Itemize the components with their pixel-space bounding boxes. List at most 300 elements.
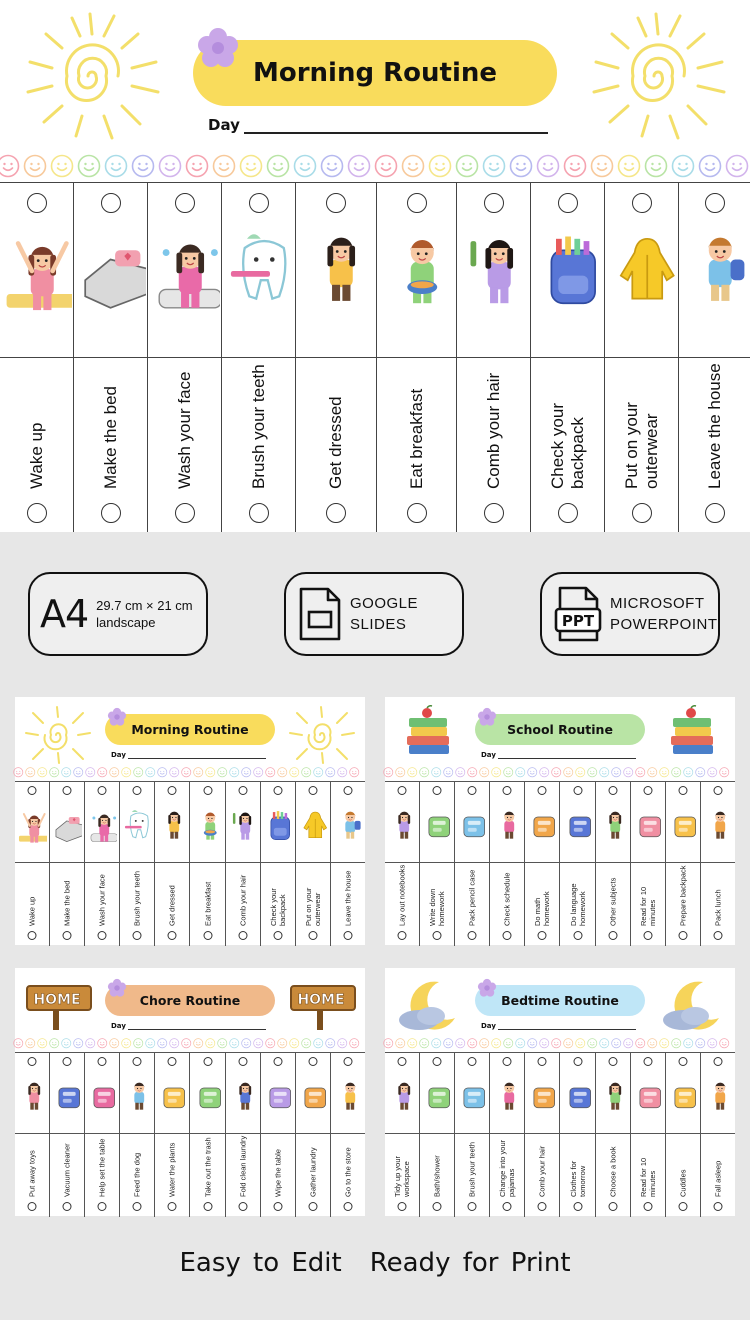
task-checkbox[interactable] — [468, 1202, 477, 1211]
smiley-icon — [169, 1038, 180, 1049]
smiley-icon — [635, 1038, 646, 1049]
thumbnail-bedtime-routine — [385, 968, 735, 1216]
task-illustration-icon — [193, 1077, 223, 1115]
task-checkbox[interactable] — [28, 931, 37, 940]
task-label: Tidy up your workspace — [393, 1156, 412, 1197]
smiley-icon — [145, 1038, 156, 1049]
task-column — [457, 183, 531, 533]
smiley-icon — [455, 1038, 466, 1049]
task-column — [190, 1053, 225, 1217]
smiley-icon — [467, 1038, 478, 1049]
task-checkbox[interactable] — [168, 1057, 177, 1066]
task-checkbox[interactable] — [503, 786, 512, 795]
task-checkbox[interactable] — [203, 931, 212, 940]
task-label: Go to the store — [343, 1147, 353, 1197]
waking-girl-icon — [2, 225, 72, 313]
backpack-icon — [263, 806, 293, 844]
smiley-icon — [443, 767, 454, 778]
task-checkbox[interactable] — [608, 786, 617, 795]
task-label: Bath/shower — [432, 1155, 442, 1197]
task-column — [455, 1053, 490, 1217]
task-label: Leave the house — [343, 870, 353, 926]
smiley-icon — [455, 767, 466, 778]
smiley-icon — [719, 767, 730, 778]
task-column — [377, 183, 457, 533]
task-checkbox[interactable] — [28, 1202, 37, 1211]
task-column — [15, 782, 50, 946]
task-checkbox[interactable] — [326, 193, 346, 213]
task-checkbox[interactable] — [433, 1202, 442, 1211]
smiley-icon — [50, 154, 74, 178]
thumbnail-title: Chore Routine — [105, 985, 275, 1016]
smiley-icon — [599, 767, 610, 778]
sun-icon — [23, 705, 93, 765]
task-label: Fold clean laundry — [238, 1135, 248, 1197]
task-checkbox[interactable] — [608, 1202, 617, 1211]
task-column — [490, 782, 525, 946]
task-label: Get dressed — [167, 885, 177, 926]
smiley-icon — [289, 1038, 300, 1049]
task-label: Get dressed — [326, 396, 345, 489]
task-checkbox[interactable] — [468, 931, 477, 940]
task-checkbox[interactable] — [168, 786, 177, 795]
smiley-icon — [515, 767, 526, 778]
smiley-icon — [301, 767, 312, 778]
task-checkbox[interactable] — [273, 786, 282, 795]
smiley-icon — [539, 1038, 550, 1049]
task-checkbox[interactable] — [343, 1057, 352, 1066]
task-label: Do math homework — [533, 891, 552, 926]
task-checkbox[interactable] — [98, 786, 107, 795]
day-field — [111, 751, 266, 759]
task-checkbox[interactable] — [63, 931, 72, 940]
task-checkbox[interactable] — [343, 786, 352, 795]
task-illustration-icon — [122, 1077, 152, 1115]
task-checkbox[interactable] — [98, 931, 107, 940]
smiley-icon — [193, 767, 204, 778]
smiley-icon — [205, 1038, 216, 1049]
task-label: Other subjects — [608, 877, 618, 926]
google-line1: GOOGLE — [350, 595, 419, 612]
task-checkbox[interactable] — [643, 786, 652, 795]
task-illustration-icon — [633, 1077, 663, 1115]
task-checkbox[interactable] — [433, 1057, 442, 1066]
task-checkbox[interactable] — [308, 1202, 317, 1211]
smiley-icon — [313, 1038, 324, 1049]
task-checkbox[interactable] — [308, 786, 317, 795]
smiley-icon — [719, 1038, 730, 1049]
task-checkbox[interactable] — [249, 503, 269, 523]
smiley-icon — [503, 767, 514, 778]
task-column — [385, 1053, 420, 1217]
tooth-icon — [224, 225, 294, 313]
task-column — [15, 1053, 50, 1217]
task-checkbox[interactable] — [573, 786, 582, 795]
task-checkbox[interactable] — [175, 193, 195, 213]
smiley-border — [13, 767, 360, 778]
task-column — [155, 782, 190, 946]
day-field — [208, 116, 548, 134]
day-field — [481, 1022, 636, 1030]
task-label: Pack pencil case — [467, 869, 477, 926]
task-column — [560, 782, 595, 946]
task-checkbox[interactable] — [398, 1057, 407, 1066]
smiley-icon — [428, 154, 452, 178]
smiley-icon — [293, 154, 317, 178]
task-checkbox[interactable] — [503, 1057, 512, 1066]
task-columns — [385, 781, 735, 945]
task-checkbox[interactable] — [632, 503, 652, 523]
task-column — [525, 782, 560, 946]
task-column — [155, 1053, 190, 1217]
flower-icon — [477, 978, 497, 998]
task-label: Put on your outerwear — [621, 402, 661, 489]
task-checkbox[interactable] — [238, 1202, 247, 1211]
task-checkbox[interactable] — [308, 931, 317, 940]
smiley-icon — [647, 1038, 658, 1049]
task-checkbox[interactable] — [433, 786, 442, 795]
home-sign-icon — [23, 976, 93, 1036]
task-checkbox[interactable] — [713, 931, 722, 940]
task-column — [120, 782, 155, 946]
task-checkbox[interactable] — [503, 1202, 512, 1211]
task-illustration-icon — [527, 806, 557, 844]
task-checkbox[interactable] — [27, 193, 47, 213]
task-illustration-icon — [422, 806, 452, 844]
task-checkbox[interactable] — [398, 931, 407, 940]
smiley-icon — [325, 767, 336, 778]
task-checkbox[interactable] — [643, 1057, 652, 1066]
task-checkbox[interactable] — [678, 931, 687, 940]
tooth-icon — [122, 806, 152, 844]
smiley-icon — [671, 1038, 682, 1049]
smiley-icon — [349, 1038, 360, 1049]
smiley-icon — [419, 1038, 430, 1049]
backpack-icon — [533, 225, 603, 313]
smiley-icon — [0, 154, 20, 178]
task-checkbox[interactable] — [678, 1202, 687, 1211]
smiley-icon — [659, 1038, 670, 1049]
task-label: Gather laundry — [308, 1147, 318, 1197]
task-checkbox[interactable] — [28, 786, 37, 795]
task-label: Take out the trash — [203, 1137, 213, 1197]
task-checkbox[interactable] — [98, 1202, 107, 1211]
thumbnail-title: Bedtime Routine — [475, 985, 645, 1016]
task-checkbox[interactable] — [63, 1057, 72, 1066]
day-label: Day — [481, 1022, 496, 1030]
ppt-line1: MICROSOFT — [610, 595, 705, 612]
task-checkbox[interactable] — [101, 193, 121, 213]
task-illustration-icon — [457, 806, 487, 844]
task-illustration-icon — [333, 1077, 363, 1115]
smiley-icon — [479, 1038, 490, 1049]
task-checkbox[interactable] — [326, 503, 346, 523]
task-columns — [385, 1052, 735, 1216]
smiley-icon — [347, 154, 371, 178]
task-label: Clothes for tomorrow — [568, 1160, 587, 1197]
thumbnail-title: School Routine — [475, 714, 645, 745]
task-checkbox[interactable] — [433, 931, 442, 940]
task-column — [490, 1053, 525, 1217]
smiley-border — [13, 1038, 360, 1049]
task-checkbox[interactable] — [343, 931, 352, 940]
smiley-icon — [289, 767, 300, 778]
day-field — [481, 751, 636, 759]
task-checkbox[interactable] — [238, 1057, 247, 1066]
task-checkbox[interactable] — [678, 1057, 687, 1066]
smiley-icon — [193, 1038, 204, 1049]
task-checkbox[interactable] — [484, 503, 504, 523]
task-checkbox[interactable] — [203, 1202, 212, 1211]
smiley-icon — [97, 1038, 108, 1049]
task-checkbox[interactable] — [558, 193, 578, 213]
smiley-icon — [253, 767, 264, 778]
smiley-icon — [707, 767, 718, 778]
task-label: Wash your face — [97, 874, 107, 926]
google-line2: SLIDES — [350, 616, 407, 633]
task-checkbox[interactable] — [468, 1057, 477, 1066]
task-checkbox[interactable] — [101, 503, 121, 523]
task-label: Do language homework — [568, 883, 587, 926]
task-label: Cuddles — [678, 1169, 688, 1197]
smiley-icon — [575, 767, 586, 778]
task-column — [120, 1053, 155, 1217]
sun-icon — [22, 12, 162, 142]
task-illustration-icon — [387, 806, 417, 844]
task-checkbox[interactable] — [203, 786, 212, 795]
task-checkbox[interactable] — [573, 931, 582, 940]
day-label: Day — [111, 1022, 126, 1030]
task-checkbox[interactable] — [168, 1202, 177, 1211]
smiley-icon — [61, 767, 72, 778]
smiley-icon — [683, 767, 694, 778]
task-checkbox[interactable] — [705, 193, 725, 213]
task-checkbox[interactable] — [713, 1202, 722, 1211]
task-checkbox[interactable] — [238, 931, 247, 940]
smiley-icon — [539, 767, 550, 778]
task-column — [560, 1053, 595, 1217]
task-column — [701, 782, 735, 946]
task-checkbox[interactable] — [643, 931, 652, 940]
task-checkbox[interactable] — [608, 931, 617, 940]
smiley-icon — [431, 767, 442, 778]
smiley-icon — [37, 767, 48, 778]
task-checkbox[interactable] — [484, 193, 504, 213]
task-checkbox[interactable] — [133, 1202, 142, 1211]
smiley-icon — [37, 1038, 48, 1049]
task-checkbox[interactable] — [398, 786, 407, 795]
task-column — [701, 1053, 735, 1217]
smiley-icon — [527, 767, 538, 778]
task-column — [50, 782, 85, 946]
smiley-icon — [97, 767, 108, 778]
task-label: Brush your teeth — [248, 364, 268, 489]
task-checkbox[interactable] — [632, 193, 652, 213]
task-illustration-icon — [703, 806, 733, 844]
task-checkbox[interactable] — [63, 786, 72, 795]
smiley-icon — [482, 154, 506, 178]
smiley-icon — [266, 154, 290, 178]
task-illustration-icon — [492, 1077, 522, 1115]
task-label: Read for 10 minutes — [638, 886, 657, 926]
task-illustration-icon — [668, 1077, 698, 1115]
task-checkbox[interactable] — [538, 786, 547, 795]
task-checkbox[interactable] — [538, 931, 547, 940]
task-checkbox[interactable] — [98, 1057, 107, 1066]
task-illustration-icon — [228, 1077, 258, 1115]
day-label: Day — [481, 751, 496, 759]
smiley-icon — [325, 1038, 336, 1049]
task-checkbox[interactable] — [203, 1057, 212, 1066]
morning-routine-chart — [0, 0, 750, 532]
smiley-icon — [337, 767, 348, 778]
task-checkbox[interactable] — [503, 931, 512, 940]
task-label: Put on your outerwear — [303, 887, 322, 926]
task-label: Check your backpack — [268, 888, 287, 926]
task-column — [85, 1053, 120, 1217]
task-label: Lay out notebooks — [397, 864, 407, 926]
google-slides-icon — [298, 586, 342, 642]
task-column — [531, 183, 605, 533]
task-illustration-icon — [633, 806, 663, 844]
task-checkbox[interactable] — [573, 1057, 582, 1066]
task-label: Water the plants — [167, 1142, 177, 1197]
task-checkbox[interactable] — [538, 1202, 547, 1211]
task-checkbox[interactable] — [249, 193, 269, 213]
smiley-icon — [374, 154, 398, 178]
smiley-icon — [145, 767, 156, 778]
raincoat-icon — [607, 225, 677, 313]
task-label: Prepare backpack — [678, 865, 688, 926]
task-checkbox[interactable] — [713, 786, 722, 795]
task-checkbox[interactable] — [407, 193, 427, 213]
a4-label: A4 — [40, 592, 89, 636]
smiley-icon — [109, 767, 120, 778]
smiley-icon — [73, 767, 84, 778]
powerpoint-file-icon — [554, 585, 602, 643]
smiley-icon — [575, 1038, 586, 1049]
dressed-girl-icon — [157, 806, 187, 844]
smiley-icon — [265, 767, 276, 778]
task-checkbox[interactable] — [133, 1057, 142, 1066]
task-checkbox[interactable] — [713, 1057, 722, 1066]
smiley-icon — [551, 767, 562, 778]
smiley-icon — [169, 767, 180, 778]
task-label: Read for 10 minutes — [638, 1157, 657, 1197]
chart-title: Morning Routine — [193, 40, 557, 106]
task-checkbox[interactable] — [175, 503, 195, 523]
task-checkbox[interactable] — [308, 1057, 317, 1066]
smiley-icon — [25, 767, 36, 778]
smiley-icon — [73, 1038, 84, 1049]
task-label: Fall asleep — [713, 1160, 723, 1197]
google-slides-badge — [284, 572, 464, 656]
task-column — [85, 782, 120, 946]
task-column — [525, 1053, 560, 1217]
task-checkbox[interactable] — [468, 786, 477, 795]
day-label: Day — [208, 116, 240, 134]
bed-icon — [52, 806, 82, 844]
moon-icon — [393, 976, 463, 1036]
smiley-icon — [536, 154, 560, 178]
ppt-badge-text: PPT — [561, 612, 595, 630]
task-checkbox[interactable] — [398, 1202, 407, 1211]
task-checkbox[interactable] — [133, 786, 142, 795]
smiley-icon — [671, 767, 682, 778]
smiley-icon — [253, 1038, 264, 1049]
smiley-icon — [623, 767, 634, 778]
smiley-icon — [337, 1038, 348, 1049]
task-illustration-icon — [563, 1077, 593, 1115]
task-columns — [0, 182, 750, 532]
task-checkbox[interactable] — [558, 503, 578, 523]
task-checkbox[interactable] — [273, 1057, 282, 1066]
task-checkbox[interactable] — [27, 503, 47, 523]
task-checkbox[interactable] — [343, 1202, 352, 1211]
task-checkbox[interactable] — [608, 1057, 617, 1066]
smiley-icon — [491, 767, 502, 778]
task-illustration-icon — [527, 1077, 557, 1115]
task-label: Eat breakfast — [203, 881, 213, 926]
smiley-icon — [599, 1038, 610, 1049]
task-checkbox[interactable] — [63, 1202, 72, 1211]
smiley-icon — [229, 767, 240, 778]
task-column — [385, 782, 420, 946]
walking-boy-icon — [680, 225, 750, 313]
footer-left: Easy to Edit — [179, 1248, 342, 1278]
task-column — [190, 782, 225, 946]
smiley-icon — [725, 154, 749, 178]
task-label: Wake up — [26, 422, 46, 489]
task-checkbox[interactable] — [273, 1202, 282, 1211]
smiley-icon — [133, 767, 144, 778]
task-checkbox[interactable] — [28, 1057, 37, 1066]
task-checkbox[interactable] — [168, 931, 177, 940]
task-column — [666, 782, 701, 946]
smiley-icon — [277, 1038, 288, 1049]
smiley-icon — [491, 1038, 502, 1049]
books-icon — [657, 705, 727, 765]
footer-right: Ready for Print — [369, 1248, 571, 1278]
breakfast-boy-icon — [193, 806, 223, 844]
task-column — [455, 782, 490, 946]
moon-icon — [657, 976, 727, 1036]
task-column — [331, 782, 365, 946]
task-checkbox[interactable] — [678, 786, 687, 795]
smiley-icon — [644, 154, 668, 178]
task-checkbox[interactable] — [538, 1057, 547, 1066]
task-label: Wake up — [27, 896, 37, 926]
task-checkbox[interactable] — [238, 786, 247, 795]
smiley-icon — [695, 1038, 706, 1049]
task-checkbox[interactable] — [705, 503, 725, 523]
task-column — [0, 183, 74, 533]
task-label: Feed the dog — [132, 1152, 142, 1197]
task-checkbox[interactable] — [133, 931, 142, 940]
task-column — [631, 782, 666, 946]
smiley-border — [383, 767, 730, 778]
smiley-icon — [635, 767, 646, 778]
smiley-icon — [13, 1038, 24, 1049]
task-checkbox[interactable] — [573, 1202, 582, 1211]
task-checkbox[interactable] — [643, 1202, 652, 1211]
task-checkbox[interactable] — [407, 503, 427, 523]
books-icon — [393, 705, 463, 765]
smiley-icon — [301, 1038, 312, 1049]
a4-format-badge — [28, 572, 208, 656]
task-checkbox[interactable] — [273, 931, 282, 940]
smiley-icon — [104, 154, 128, 178]
